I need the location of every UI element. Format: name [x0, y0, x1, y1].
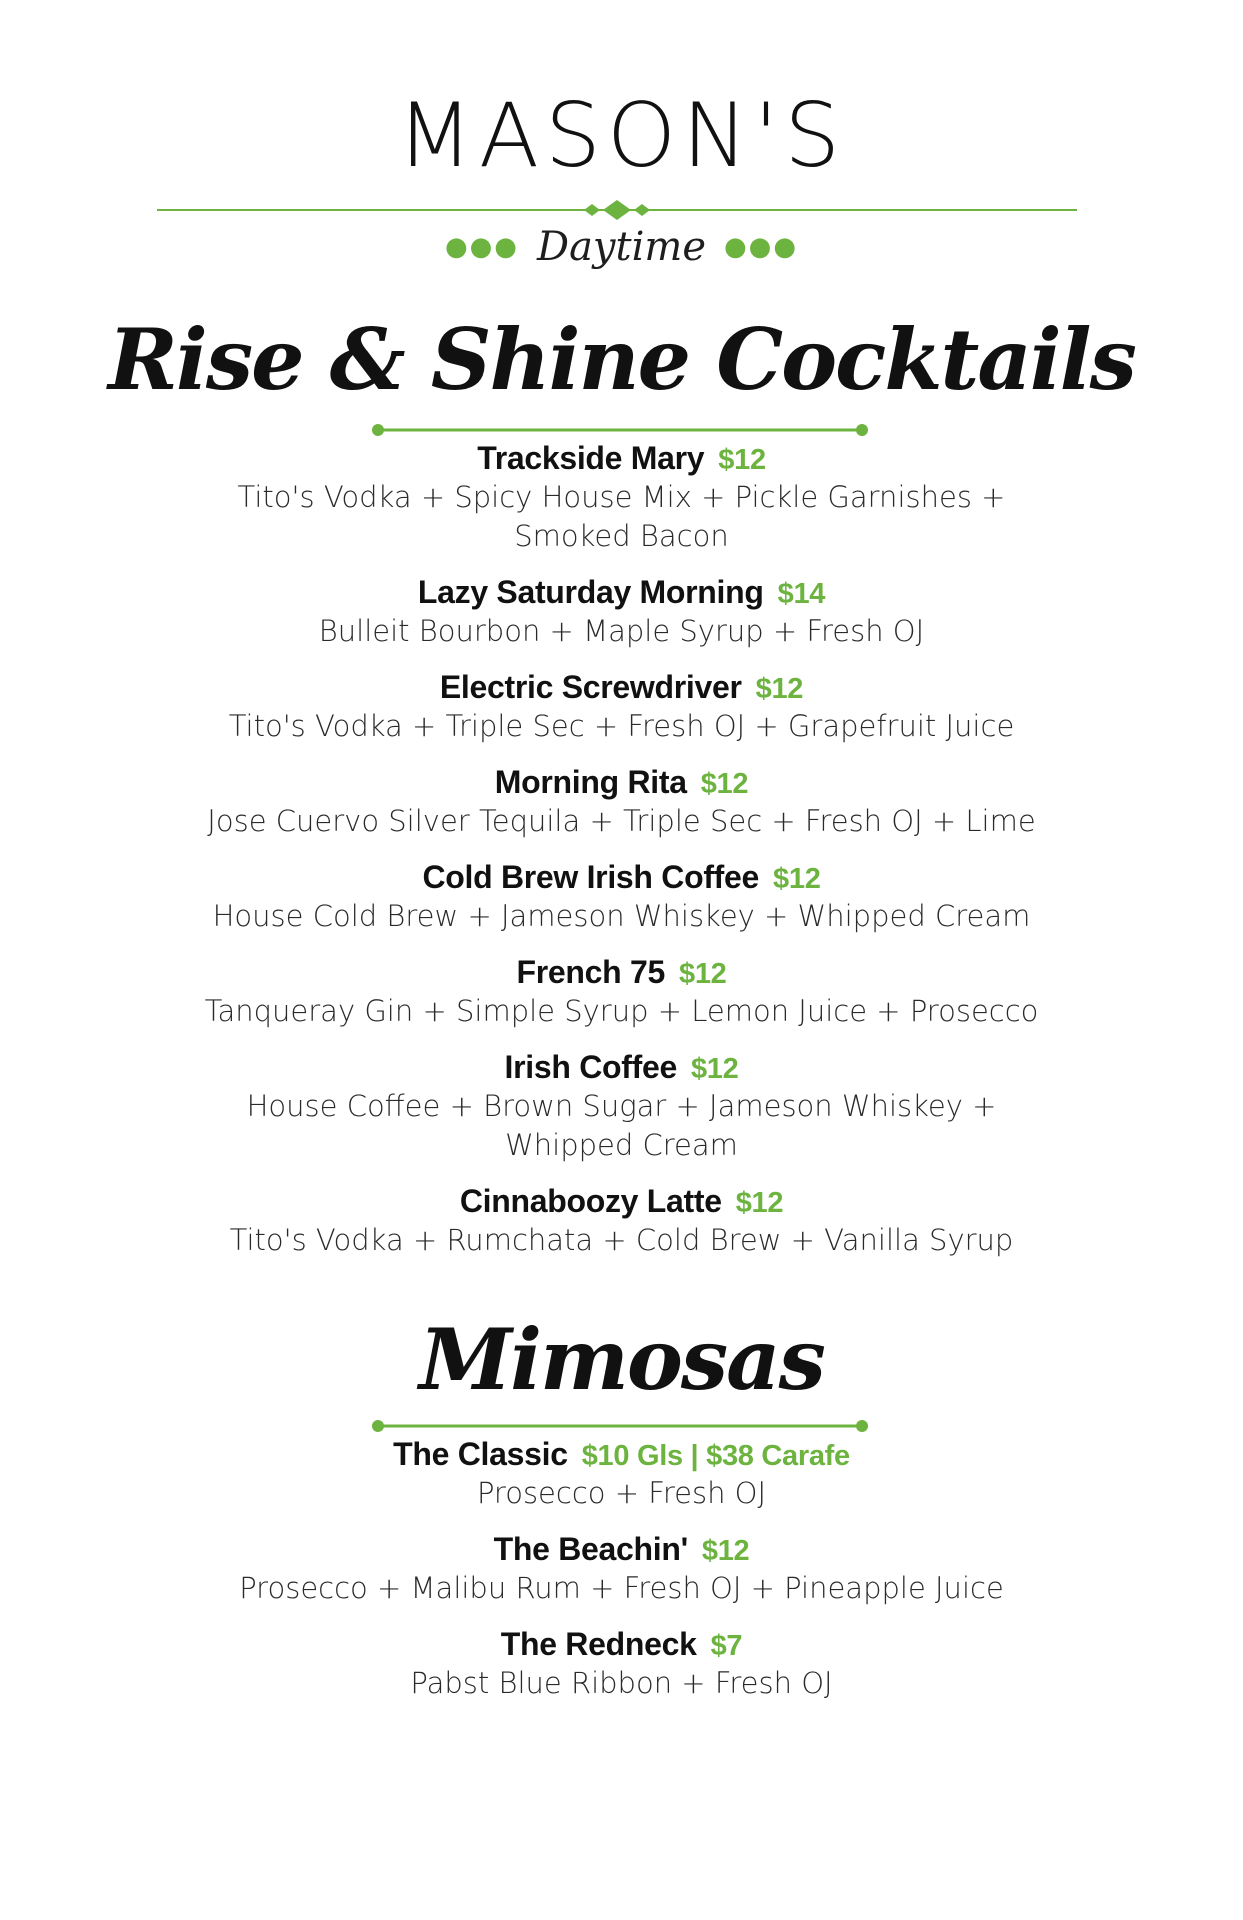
- item-price: $12: [718, 444, 766, 476]
- item-description: House Coffee + Brown Sugar + Jameson Whiskey + Whipped Cream: [246, 1089, 997, 1162]
- item-price: $12: [690, 1053, 739, 1085]
- item-description: Tito's Vodka + Spicy House Mix + Pickle Garnishes + Smoked Bacon: [237, 480, 1006, 553]
- right-dots-ornament: ●●●: [723, 232, 799, 262]
- list-item: [0, 1434, 1243, 1513]
- item-description: Bulleit Bourbon + Maple Syrup + Fresh OJ: [318, 614, 925, 648]
- item-name: Trackside Mary: [477, 440, 705, 476]
- item-price: $12: [773, 863, 821, 895]
- section-title-mimosas: Mimosas: [419, 1310, 824, 1409]
- list-item: [0, 952, 1243, 1031]
- list-item: [0, 1181, 1243, 1260]
- item-price: $7: [710, 1630, 743, 1662]
- cocktails-list: [0, 438, 1243, 1260]
- item-description: House Cold Brew + Jameson Whiskey + Whipped Cream: [212, 899, 1031, 933]
- item-price: $12: [700, 768, 749, 800]
- mimosas-list: [0, 1434, 1243, 1703]
- brand-name: MASON'S: [396, 84, 847, 187]
- item-name: Cinnaboozy Latte: [459, 1183, 722, 1219]
- list-item: [0, 667, 1243, 746]
- item-name: Cold Brew Irish Coffee: [422, 859, 760, 895]
- list-item: [0, 1529, 1243, 1608]
- item-name: Lazy Saturday Morning: [417, 574, 764, 610]
- item-name: The Classic: [393, 1436, 568, 1472]
- item-description: Tito's Vodka + Triple Sec + Fresh OJ + Grapefruit Juice: [228, 709, 1015, 743]
- list-item: [0, 438, 1243, 556]
- list-item: [0, 857, 1243, 936]
- subtitle: Daytime: [537, 224, 706, 270]
- item-description: Tito's Vodka + Rumchata + Cold Brew + Vanilla Syrup: [229, 1223, 1014, 1257]
- left-dots-ornament: ●●●: [444, 232, 519, 262]
- item-price: $12: [701, 1535, 750, 1567]
- list-item: [0, 1047, 1243, 1165]
- item-description: Jose Cuervo Silver Tequila + Triple Sec + Fresh OJ + Lime: [207, 804, 1036, 838]
- item-price: $10 Gls | $38 Carafe: [581, 1440, 850, 1472]
- item-name: Irish Coffee: [504, 1049, 677, 1085]
- item-price: $12: [755, 673, 804, 705]
- item-price: $14: [777, 578, 826, 610]
- section-title-cocktails: Rise & Shine Cocktails: [108, 310, 1135, 409]
- section-divider-cocktails: [370, 422, 870, 438]
- list-item: [0, 762, 1243, 841]
- subtitle-row: [0, 222, 1243, 272]
- item-description: Pabst Blue Ribbon + Fresh OJ: [410, 1666, 833, 1700]
- item-description: Prosecco + Fresh OJ: [476, 1476, 767, 1510]
- item-name: Electric Screwdriver: [439, 669, 742, 705]
- item-price: $12: [678, 958, 727, 990]
- item-description: Prosecco + Malibu Rum + Fresh OJ + Pineapple Juice: [239, 1571, 1004, 1605]
- item-name: French 75: [516, 954, 665, 990]
- item-name: Morning Rita: [494, 764, 687, 800]
- item-name: The Redneck: [500, 1626, 697, 1662]
- list-item: [0, 572, 1243, 651]
- item-description: Tanqueray Gin + Simple Syrup + Lemon Juice + Prosecco: [204, 994, 1039, 1028]
- item-price: $12: [735, 1187, 784, 1219]
- section-divider-mimosas: [370, 1418, 870, 1434]
- list-item: [0, 1624, 1243, 1703]
- item-name: The Beachin': [493, 1531, 688, 1567]
